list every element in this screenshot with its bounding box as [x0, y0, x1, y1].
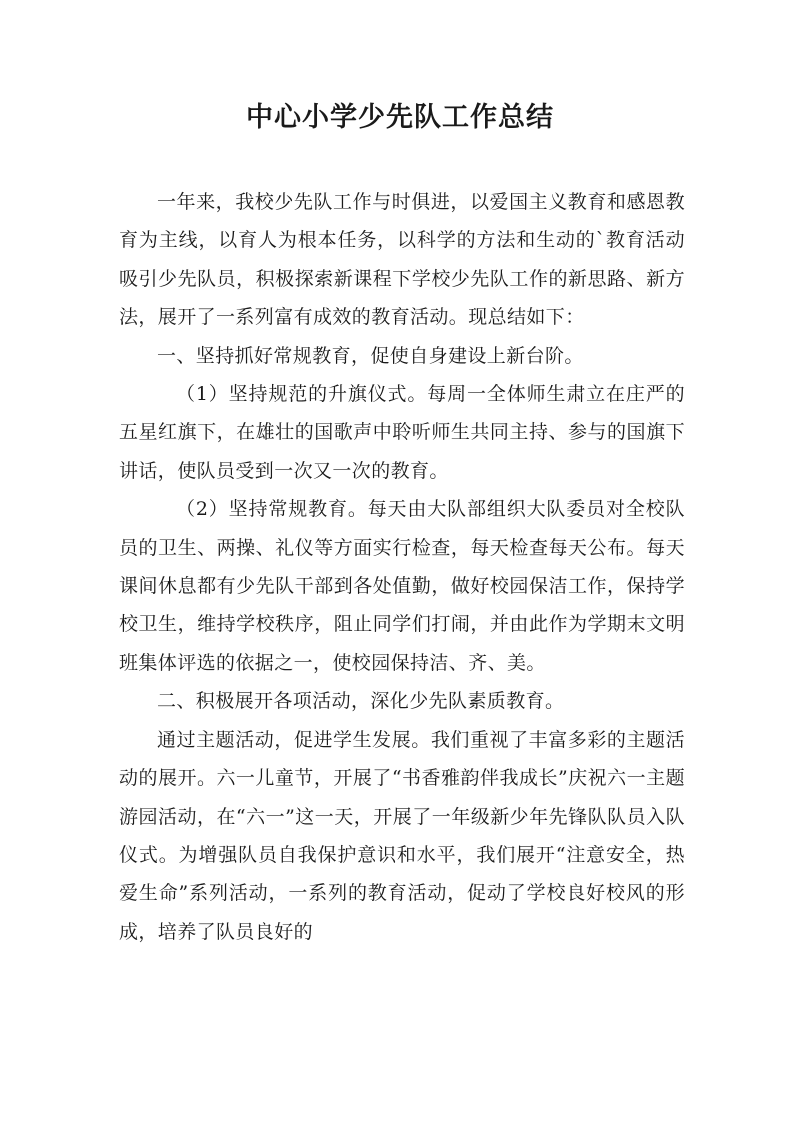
document-title: 中心小学少先队工作总结 [246, 102, 554, 133]
paragraph-routine-education: （2）坚持常规教育。每天由大队部组织大队委员对全校队员的卫生、两操、礼仪等方面实行检查，每天检查每天公布。每天课间休息都有少先队干部到各处值勤，做好校园保洁工作，保持学校卫生，维持学校秩序，阻止同学们打闹，并由此作为学期末文明班集体评选的依据之一，使校园保持洁、齐、美。 [119, 498, 685, 674]
section-heading-2: 二、积极展开各项活动，深化少先队素质教育。 [157, 690, 565, 713]
paragraph-flag-ceremony: （1）坚持规范的升旗仪式。每周一全体师生肃立在庄严的五星红旗下，在雄壮的国歌声中聆听师生共同主持、参与的国旗下讲话，使队员受到一次又一次的教育。 [119, 383, 685, 482]
paragraph-intro: 一年来，我校少先队工作与时俱进，以爱国主义教育和感恩教育为主线，以育人为根本任务，以科学的方法和生动的`教育活动吸引少先队员，积极探索新课程下学校少先队工作的新思路、新方法，展开了一系列富有成效的教育活动。现总结如下： [119, 191, 685, 329]
paragraph-theme-activities: 通过主题活动，促进学生发展。我们重视了丰富多彩的主题活动的展开。六一儿童节，开展了“书香雅韵伴我成长”庆祝六一主题游园活动，在“六一”这一天，开展了一年级新少年先锋队队员入队仪式。为增强队员自我保护意识和水平，我们展开“注意安全，热爱生命”系列活动，一系列的教育活动，促动了学校良好校风的形成，培养了队员良好的 [119, 728, 685, 943]
section-heading-1: 一、坚持抓好常规教育，促使自身建设上新台阶。 [157, 344, 584, 367]
document-body [119, 183, 685, 951]
